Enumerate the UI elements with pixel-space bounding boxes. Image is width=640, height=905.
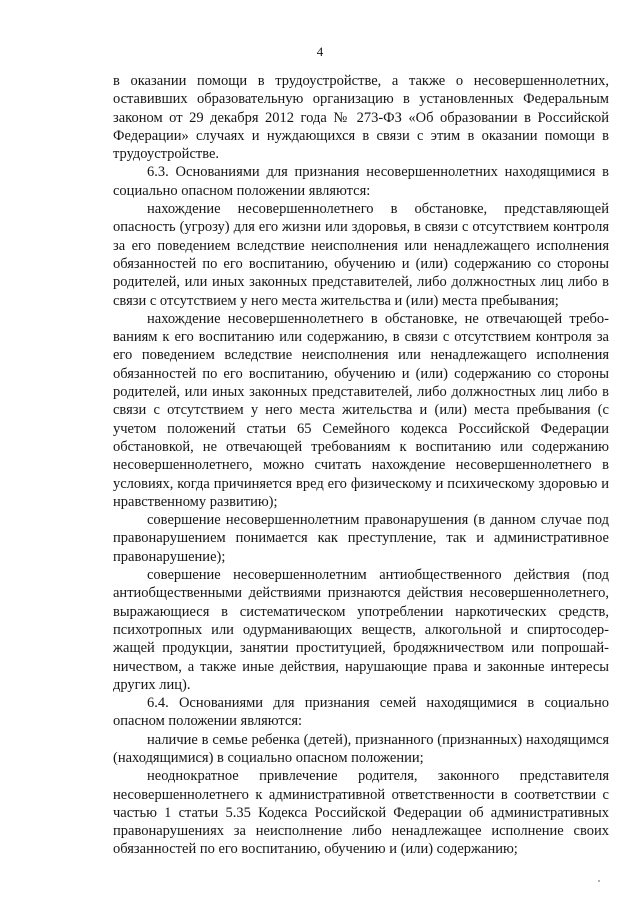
paragraph-6-4-heading: 6.4. Основаниями для признания семей находящимися в социально опасном положении являются:: [113, 695, 609, 730]
paragraph-continuation: в оказании помощи в трудоустройстве, а также о несовершеннолетних, оставивших образовательную организацию в установленных Федеральным законом от 29 декабря 2012 года № 273-ФЗ «Об образовании в Российской Федерации» случаях и нуждающихся в связи с этим в оказании помощи в трудоустройстве.: [113, 73, 609, 163]
paragraph-child-in-danger: наличие в семье ребенка (детей), признанного (признанных) находящимся (находящимися) в социально опасном положении;: [113, 731, 609, 766]
paragraph-6-3-heading: 6.3. Основаниями для признания несовершеннолетних находящимися в социально опасном положении являются:: [113, 164, 609, 199]
paragraph-repeated-liability: неоднократное привлечение родителя, законного представителя несовершеннолетнего к административной ответственности в соответствии с частью 1 статьи 5.35 Кодекса Российской Федерации об административных правонарушениях за неисполнение либо ненадлежащее исполнение своих обязанностей по его воспитанию, обучению и (или) содержанию;: [113, 768, 609, 858]
paragraph-offense: совершение несовершеннолетним правонарушения (в данном случае под правонарушением понимается как преступление, так и административное правонарушение);: [113, 512, 609, 565]
scan-speck: [598, 880, 600, 882]
page-number: 4: [316, 44, 324, 59]
paragraph-danger-environment: нахождение несовершеннолетнего в обстановке, представляющей опасность (угрозу) для его жизни или здоровья, в связи с отсутствием контроля за его поведением вследствие неисполнения или ненадлежащего исполнения обязанностей по его воспитанию, обучению и (или) содержанию со стороны родителей, или иных законных представителей, либо должностных лиц либо в связи с отсутствием у него места жительства и (или) места пребывания;: [113, 201, 609, 309]
paragraph-unsuitable-environment: нахождение несовершеннолетнего в обстановке, не отвечающей требованиям к его воспитанию или содержанию, в связи с отсутствием контроля за его поведением вследствие неисполнения или ненадлежащего исполнения обязанностей по его воспитанию, обучению и (или) содержанию со стороны родителей, или иных законных представителей, либо должностных лиц либо в связи с отсутствием у него места жительства и (или) места пребывания (с учетом положений статьи 65 Семейного кодекса Российской Федерации обстановкой, не отвечающей требованиям к воспитанию или содержанию несовершеннолетнего, можно считать нахождение несовершеннолетнего в условиях, когда причиняется вред его физическому и психическому здоровью и нравственному развитию);: [113, 310, 609, 510]
document-body: [113, 72, 609, 859]
paragraph-antisocial-action: совершение несовершеннолетним антиобщественного действия (под антиобщественными действиями признаются действия несовершеннолетнего, выражающиеся в систематическом употреблении наркотических средств, психотропных или одурманивающих веществ, алкогольной и спиртосодержащей продукции, занятии проституцией, бродяжничеством или попрошайничеством, а также иные действия, нарушающие права и законные интересы других лиц).: [113, 567, 609, 693]
